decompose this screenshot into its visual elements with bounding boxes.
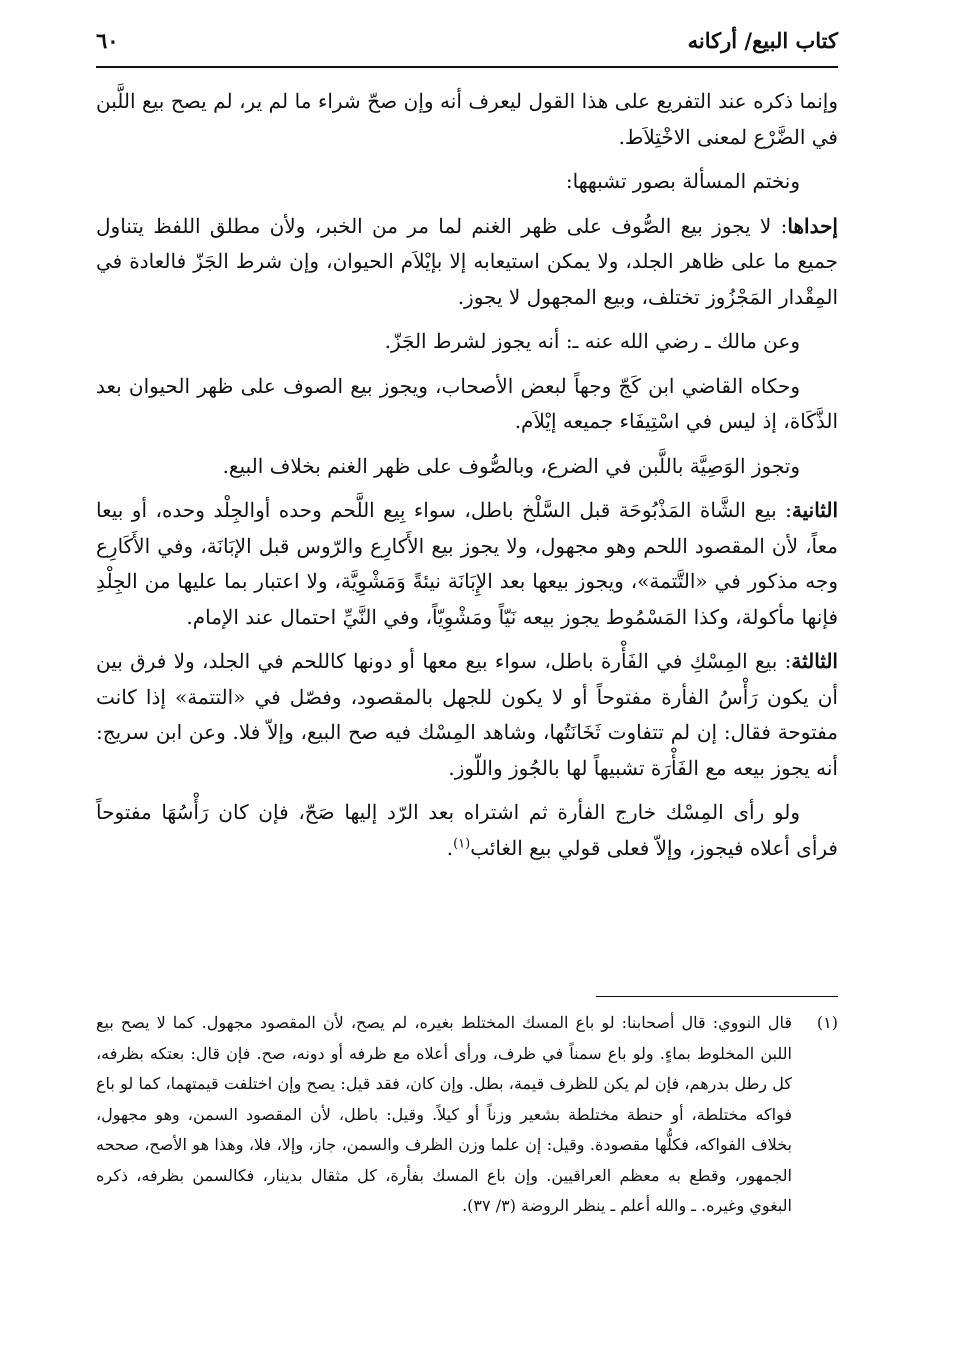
- footnote-marker[interactable]: (١): [453, 835, 471, 851]
- case-heading: الثانية: [791, 498, 838, 522]
- case-heading: إحداها: [787, 213, 838, 238]
- paragraph: [96, 164, 838, 200]
- paragraph: [96, 493, 838, 635]
- header-rule: [96, 66, 838, 68]
- paragraph: [96, 324, 838, 360]
- paragraph-text: وتجوز الوَصِيَّة باللَّبن في الضرع، وبالصُّوف على ظهر الغنم بخلاف البيع.: [222, 453, 800, 478]
- paragraph-text: ونختم المسألة بصور تشبهها:: [565, 169, 800, 193]
- running-title: كتاب البيع/ أركانه: [687, 28, 838, 53]
- paragraph-text: وإنما ذكره عند التفريع على هذا القول ليعرف أنه وإن صحّ شراء ما لم ير، لم يصح بيع اللَّبن في الضَّرْع لمعنى الاخْتِلاَط.: [96, 89, 838, 149]
- running-header: [96, 28, 838, 64]
- paragraph-text: : لا يجوز بيع الصُّوف على ظهر الغنم لما مر من الخبر، ولأن مطلق اللفظ يتناول جميع ما على ظاهر الجلد، ولا يمكن استيعابه إلا بإيْلاَم الحيوان، وإن شرط الجَزّ فالعادة في المِقْدار المَجْزُوز تختلف، وبيع المجهول لا يجوز.: [96, 213, 838, 309]
- page-number: ٦٠: [96, 28, 119, 53]
- paragraph-end: .: [446, 835, 454, 860]
- paragraph-text: وحكاه القاضي ابن كَجّ وجهاً لبعض الأصحاب، ويجوز بيع الصوف على ظهر الحيوان بعد الذَّكَاة، إذ ليس في اسْتِيفَاء جميعه إيْلاَم.: [96, 373, 838, 433]
- paragraph: [96, 209, 838, 316]
- paragraph: [96, 369, 838, 440]
- paragraph: [96, 84, 838, 155]
- footnote-rule: [596, 996, 838, 997]
- case-heading: الثالثة: [791, 649, 838, 673]
- footnote-number: (١): [816, 1013, 838, 1032]
- main-text: [96, 84, 838, 875]
- paragraph-text: وعن مالك ـ رضي الله عنه ـ: أنه يجوز لشرط الجَزّ.: [384, 329, 800, 353]
- paragraph-text: : بيع المِسْكِ في الفَأْرة باطل، سواء بيع معها أو دونها كاللحم في الجلد، ولا فرق بين أن يكون رَأْسُ الفأرة مفتوحاً أو لا يكون للجهل بالمقصود، وفصّل في «التتمة» إذا كانت مفتوحة فقال: إن لم تتفاوت ثَخَانَتُها، وشاهد المِسْك فيه صح البيع، وإلاّ فلا. وعن ابن سريج: أنه يجوز بيعه مع الفَأْرَة تشبيهاً لها بالجُوز واللّوز.: [96, 649, 838, 780]
- footnote: [96, 1008, 838, 1222]
- footnote-text: قال النووي: قال أصحابنا: لو باع المسك المختلط بغيره، لم يصح، لأن المقصود مجهول. كما لا يصح بيع اللبن المخلوط بماءٍ. ولو باع سمناً في ظرف، ورأى أعلاه مع ظرفه أو دونه، صح. فإن قال: بعتكه بظرفه، كل رطل بدرهم، فإن لم يكن للظرف قيمة، بطل. وإن كان، فقد قيل: يصح وإن اختلفت قيمتهما، كما لو باع فواكه مختلطة، أو حنطة مختلطة بشعير وزناً أو كيلاً. وقيل: باطل، لأن المقصود السمن، وهو مجهول، بخلاف الفواكه، فكلُّها مقصودة. وقيل: إن علما وزن الظرف والسمن، جاز، وإلا، فلا، وهذا هو الأصح، صححه الجمهور، وقطع به معظم العراقيين. وإن باع المسك بفأرة، كل مثقال بدينار، فكالسمن بظرفه، ذكره البغوي وغيره. ـ والله أعلم ـ ينظر الروضة (٣/ ٣٧).: [96, 1013, 792, 1215]
- paragraph-text: ولو رأى المِسْك خارج الفأرة ثم اشتراه بعد الرّد إليها صَحّ، فإن كان رَأْسُهَا مفتوحاً فرأى أعلاه فيجوز، وإلاّ فعلى قولي بيع الغائب: [96, 800, 838, 860]
- paragraph: [96, 644, 838, 786]
- paragraph: [96, 449, 838, 485]
- paragraph-text: : بيع الشَّاة المَذْبُوحَة قبل السَّلْخ باطل، سواء بِيع اللَّحم وحده أوالجِلْد وحده، أو بيعا معاً، لأن المقصود اللحم وهو مجهول، ولا يجوز بيع الأَكارِع والرّوس قبل الإبَانَة، وفي الأَكَارِع وجه مذكور في «التَّتمة»، ويجوز بيعها بعد الإِبَانَة نيئةً وَمَشْوِيَّة، ولا اعتبار بما عليها من الجِلْدِ فإنها مأكولة، وكذا المَسْمُوط يجوز بيعه نَيّاً ومَشْوِيّاً، وفي النَّيِّ احتمال عند الإمام.: [96, 498, 838, 629]
- footnotes: [96, 1008, 838, 1222]
- paragraph: [96, 795, 838, 866]
